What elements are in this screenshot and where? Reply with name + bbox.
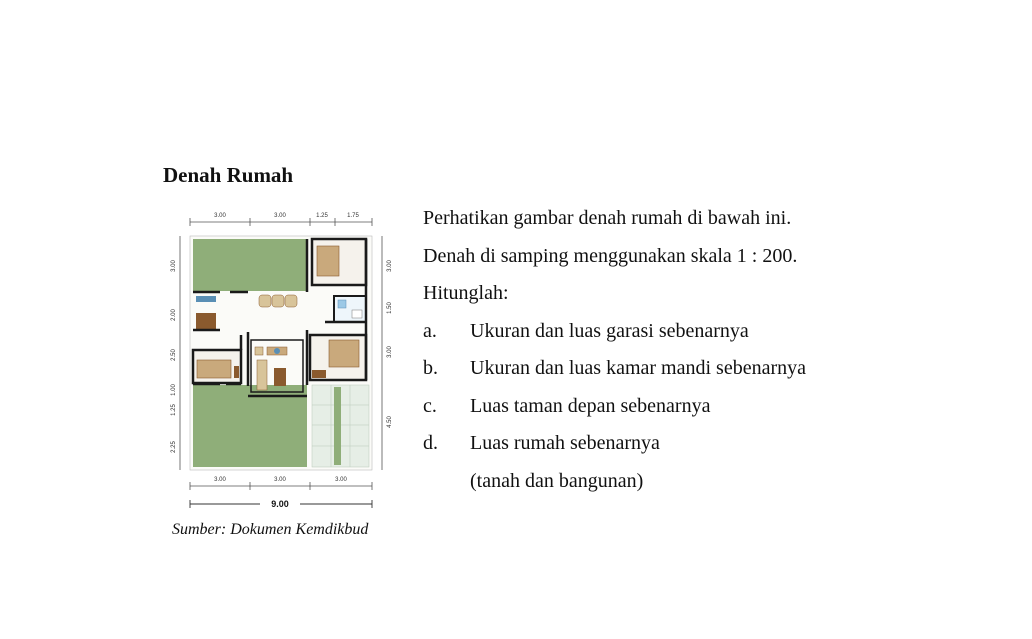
bottom-dimension-line (190, 477, 372, 509)
dining-table (196, 313, 216, 329)
coffee-table (274, 368, 286, 386)
bottom-dim-1: 3.00 (214, 477, 226, 483)
living-sofa (259, 295, 297, 307)
figure-source-caption: Sumber: Dokumen Kemdikbud (172, 521, 369, 538)
right-dim-2: 1.50 (387, 302, 393, 314)
left-dim-1: 3.00 (171, 260, 177, 272)
top-dim-1: 3.00 (214, 213, 226, 219)
question-a-text: Ukuran dan luas garasi sebenarnya (470, 319, 749, 342)
section-heading: Denah Rumah (163, 163, 294, 187)
intro-line-1: Perhatikan gambar denah rumah di bawah ini. (423, 207, 792, 229)
kitchen-counter (196, 296, 216, 302)
left-dim-5: 1.00 (171, 384, 177, 396)
carport-grass-strip (334, 387, 341, 465)
question-text-block (423, 200, 1013, 500)
top-dimension-line (190, 213, 372, 226)
bed-top-right (317, 246, 339, 276)
question-b (423, 350, 1013, 388)
left-dimension-line (171, 236, 180, 470)
question-c (423, 388, 1013, 426)
left-dim-2: 2.00 (171, 309, 177, 321)
top-dim-2: 3.00 (274, 213, 286, 219)
right-dim-1: 3.00 (387, 260, 393, 272)
bottom-dim-3: 3.00 (335, 477, 347, 483)
bed-middle-right (329, 340, 359, 367)
intro-line-3: Hitunglah: (423, 282, 509, 304)
top-garden (193, 239, 307, 291)
top-dim-4: 1.75 (347, 213, 359, 219)
question-d (423, 425, 1013, 463)
floor-plan-figure (160, 200, 400, 520)
question-c-letter: c. (423, 394, 437, 417)
bed-middle-left (197, 360, 231, 378)
left-dim-4: 1.25 (171, 404, 177, 416)
right-dimension-line (382, 236, 393, 470)
left-dim-3: 2.50 (171, 349, 177, 361)
total-width-label: 9.00 (271, 499, 289, 509)
right-dim-4: 4.50 (387, 416, 393, 428)
front-garden (193, 385, 307, 467)
bottom-dim-2: 3.00 (274, 477, 286, 483)
question-d-text: Luas rumah sebenarnya (470, 432, 660, 454)
floor-plan-drawing (160, 200, 400, 520)
question-a-letter: a. (423, 319, 437, 342)
intro-line-2: Denah di samping menggunakan skala 1 : 200. (423, 244, 798, 267)
question-b-text: Ukuran dan luas kamar mandi sebenarnya (470, 357, 806, 379)
right-dim-3: 3.00 (387, 346, 393, 358)
question-a (423, 313, 1013, 351)
question-b-letter: b. (423, 357, 438, 379)
question-d-letter: d. (423, 432, 438, 454)
living-sofa-side (257, 360, 267, 390)
question-d-note: (tanah dan bangunan) (470, 469, 644, 492)
left-dim-6: 2.25 (171, 441, 177, 453)
floor-plan-body (190, 236, 372, 470)
question-c-text: Luas taman depan sebenarnya (470, 394, 711, 417)
top-dim-3: 1.25 (316, 213, 328, 219)
